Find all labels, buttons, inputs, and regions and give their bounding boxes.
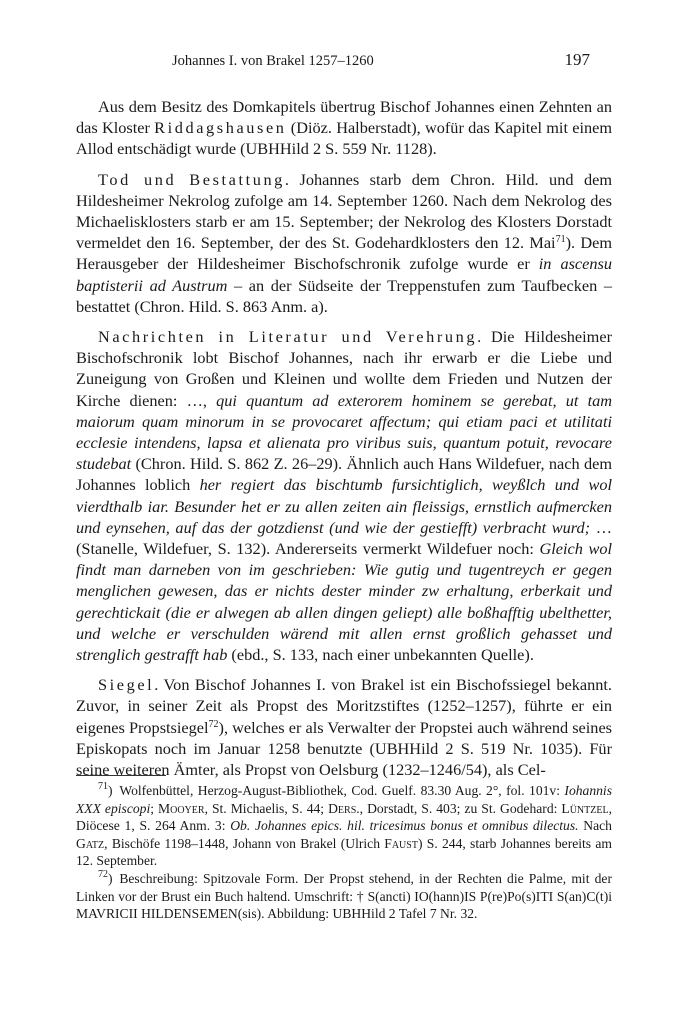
footnote-segment: Iohannis XXX episcopi xyxy=(76,783,612,816)
text-segment: Gleich wol findt man darneben von im geschrieben: Wie gutig und tugentreych er gegen menglichen gewesen, das er nichts dester minder zw erhaltung, erberkait und gerechtickait (die er alwegen ab allen dingen geliept) alle boßhafftig ubelthetter, und welche er verschulden wärend mit allen ernst großlich gehasset und strenglich gestrafft hab xyxy=(76,539,612,665)
text-segment: ). Dem Herausgeber der Hildesheimer Bischofschronik zufolge wurde er xyxy=(76,233,612,274)
footnote-segment: Nach xyxy=(578,818,612,834)
footnote-segment: , St. Michaelis, S. 44; xyxy=(204,800,329,816)
footnotes xyxy=(76,782,612,923)
text-segment: qui quantum ad exterorem hominem se gerebat, ut tam maiorum quam minorum in se provocaret affectum; qui etiam paci et utilitati ecclesie intendens, lapsa et alienata pro viribus suis, quantum potuit, revocare studebat xyxy=(76,390,612,474)
paragraph-seal xyxy=(76,674,612,780)
footnote-72 xyxy=(76,870,612,923)
running-head: Johannes I. von Brakel 1257–1260 xyxy=(172,53,374,69)
footnote-segment: 72 xyxy=(98,868,108,880)
footnote-segment: ) Wolfenbüttel, Herzog-August-Bibliothek, Cod. Guelf. 83.30 Aug. 2°, fol. 101v: xyxy=(108,783,565,798)
text-segment: (Diöz. Halberstadt), wofür das Kapitel mit einem Allod entschädigt wurde (UBHHild 2 S. 559 Nr. 1128). xyxy=(76,118,613,159)
text-segment: Aus dem Besitz des Domkapitels übertrug Bischof Johannes einen Zehnten an das Kloster xyxy=(76,97,612,138)
text-segment: . Von Bischof Johannes I. von Brakel ist ein Bischofssiegel bekannt. Zuvor, in seiner Zeit als Propst des Moritzstiftes (1252–1257), führte er ein eigenes Propstsiegel xyxy=(76,675,612,737)
text-segment: 71 xyxy=(555,234,566,246)
text-segment: . Die Hildesheimer Bischofschronik lobt Bischof Johannes, nach ihr erwarb er die Liebe und Zuneigung von Großen und Kleinen und wollte dem Frieden und Nutzen der Kirche dienen: …, xyxy=(76,327,612,410)
footnote-segment: , Dorstadt, S. 403; zu St. Godehard: xyxy=(359,800,562,816)
text-segment: – an der Südseite der Treppenstufen zum Taufbecken – bestattet (Chron. Hild. S. 863 Anm. a). xyxy=(76,275,612,316)
page-header xyxy=(80,50,590,73)
text-segment: … (Stanelle, Wildefuer, S. 132). Andererseits vermerkt Wildefuer noch: xyxy=(76,517,612,559)
footnote-segment: , Bischöfe 1198–1448, Johann von Brakel (Ulrich xyxy=(104,835,385,851)
footnote-segment: Ders. xyxy=(328,800,360,816)
footnote-segment: , Diöcese 1, S. 264 Anm. 3: xyxy=(76,800,612,834)
footnote-segment: ; xyxy=(150,800,159,816)
text-segment: ), welches er als Verwalter der Propstei auch während seines Episkopats noch im Januar 1258 benutzte (UBHHild 2 S. 519 Nr. 1035). Für seine weiteren Ämter, als Propst von Oelsburg (1232–1246/54), als Cel- xyxy=(76,717,613,780)
text-segment: in ascensu baptisterii ad Austrum xyxy=(76,254,612,295)
footnote-segment: ) Beschreibung: Spitzovale Form. Der Propst stehend, in der Rechten die Palme, mit der Linken vor der Brust ein Buch haltend. Umschrift: † S(ancti) IO(hann)IS P(re)Po(s)ITI S(an)C(t)i MAVRICII HILDENSEMEN(sis). Abbildung: UBHHild 2 Tafel 7 Nr. 32. xyxy=(76,870,612,922)
footnote-separator xyxy=(76,775,166,776)
text-segment: Riddagshausen xyxy=(154,118,287,138)
main-text xyxy=(76,96,612,789)
text-segment: . Johannes starb dem Chron. Hild. und dem Hildesheimer Nekrolog zufolge am 14. September 1260. Nach dem Nekrolog des Michaelisklosters starb er am 15. September; der Nekrolog des Klosters Dorstadt vermeldet den 16. September, der des St. Godehardklosters den 12. Mai xyxy=(76,169,612,253)
page-number: 197 xyxy=(564,50,590,69)
text-segment: Tod und Bestattung xyxy=(98,169,285,189)
text-segment: Siegel xyxy=(98,675,155,695)
footnote-segment: Faust xyxy=(384,835,418,851)
paragraph-literature-veneration xyxy=(76,326,612,665)
footnote-71 xyxy=(76,782,612,870)
footnote-segment: Mooyer xyxy=(158,800,205,816)
text-segment: 72 xyxy=(208,718,219,730)
text-segment: her regiert das bischtumb fursichtiglich, weyßlch und wol vierdthalb iar. Besunder het er zu allen zeiten ain fleissigs, ernstlich aufmercken und eynsehen, auf das der gotzdienst (und wie der gestiefft) verbracht wurd; xyxy=(76,475,612,537)
paragraph-death-burial xyxy=(76,169,612,317)
footnote-segment: Gatz xyxy=(76,835,105,851)
footnote-segment: Ob. Johannes epics. hil. tricesimus bonus et omnibus dilectus. xyxy=(230,818,579,834)
text-segment: Nachrichten in Literatur und Verehrung xyxy=(98,327,478,347)
paragraph-endowment xyxy=(76,96,612,160)
footnote-segment: ) S. 244, starb Johannes bereits am 12. September. xyxy=(76,835,612,869)
footnote-segment: Lüntzel xyxy=(561,800,609,816)
text-segment: (ebd., S. 133, nach einer unbekannten Quelle). xyxy=(227,645,534,665)
text-segment: (Chron. Hild. S. 862 Z. 26–29). Ähnlich auch Hans Wildefuer, nach dem Johannes loblich xyxy=(76,454,612,495)
footnote-segment: 71 xyxy=(98,781,108,792)
